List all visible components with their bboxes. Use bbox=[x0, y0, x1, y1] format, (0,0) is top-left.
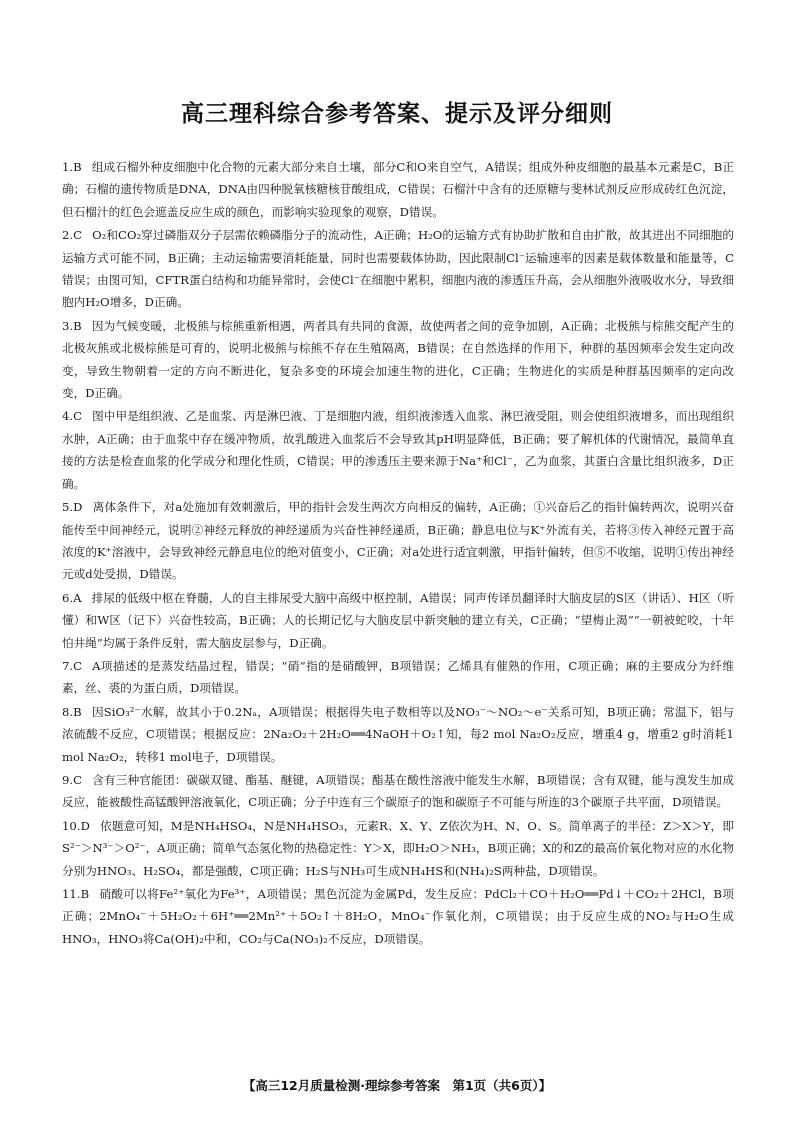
item-explanation: 依题意可知，M是NH₄HSO₄，N是NH₄HSO₃，元素R、X、Y、Z依次为H、N、O、S。简单离子的半径：Z＞X＞Y，即S²⁻＞N³⁻＞O²⁻，A项正确；简单气态氢化物的热稳定性：Y＞X，即H₂O＞NH₃，B项正确；X的和Z的最高价氧化物对应的水化物分别为HNO₃、H₂SO₄，都是强酸，C项正确；H₂S与NH₃可生成NH₄HS和(NH₄)₂S两种盐，D项错误。 bbox=[62, 818, 734, 878]
item-explanation: 排尿的低级中枢在脊髓，人的自主排尿受大脑中高级中枢控制，A错误；同声传译员翻译时大脑皮层的S区（讲话）、H区（听懂）和W区（记下）兴奋性较高，B正确；人的长期记忆与大脑皮层中新突触的建立有关，C正确；“望梅止渴”“一朝被蛇咬，十年怕井绳”均属于条件反射，需大脑皮层参与，D正确。 bbox=[62, 590, 734, 650]
answer-item bbox=[62, 587, 734, 654]
item-number: 3. bbox=[62, 318, 74, 333]
item-explanation: 离体条件下，对a处施加有效刺激后，甲的指针会发生两次方向相反的偏转，A正确；①兴奋后乙的指针偏转两次，说明兴奋能传至中间神经元，说明②神经元释放的神经递质为兴奋性神经递质，B正确；静息电位与K⁺外流有关，若将③传入神经元置于高浓度的K⁺溶液中，会导致神经元静息电位的绝对值变小，C正确；对a处进行适宜刺激，甲指针偏转，但⑤不收缩，说明①传出神经元或d处受损，D错误。 bbox=[62, 500, 734, 582]
item-answer: B bbox=[73, 160, 82, 174]
answer-item bbox=[62, 224, 734, 314]
item-explanation: 组成石榴外种皮细胞中化合物的元素大部分来自土壤，部分C和O来自空气，A错误；组成外种皮细胞的最基本元素是C，B正确；石榴的遗传物质是DNA，DNA由四种脱氧核糖核苷酸组成，C错误；石榴汁中含有的还原糖与斐林试剂反应形成砖红色沉淀，但石榴汁的红色会遮盖反应生成的颜色，而影响实验现象的观察，D错误。 bbox=[62, 160, 734, 219]
item-number: 10. bbox=[62, 818, 81, 833]
item-number: 6. bbox=[62, 590, 74, 605]
item-number: 5. bbox=[62, 500, 74, 515]
item-explanation: 因为气候变暖，北极熊与棕熊重新相遇，两者具有共同的食源，故使两者之间的竞争加剧，A正确；北极熊与棕熊交配产生的北极灰熊或北极棕熊是可育的，说明北极熊与棕熊不存在生殖隔离，B错误；在自然选择的作用下，种群的基因频率会发生定向改变，导致生物朝着一定的方向不断进化，复杂多变的环境会加速生物的进化，C正确；生物进化的实质是种群基因频率的定向改变，D正确。 bbox=[62, 318, 734, 401]
answer-item bbox=[62, 405, 734, 495]
item-answer: D bbox=[73, 500, 83, 515]
answer-item bbox=[62, 655, 734, 700]
answer-item bbox=[62, 815, 734, 882]
answer-item bbox=[62, 315, 734, 405]
item-explanation: 图中甲是组织液、乙是血浆、丙是淋巴液、丁是细胞内液，组织液渗透入血浆、淋巴液受阻，则会使组织液增多，而出现组织水肿，A正确；由于血浆中存在缓冲物质，故乳酸进入血浆后不会导致其pH明显降低，B正确；要了解机体的代谢情况，最简单直接的方法是检查血浆的化学成分和理化性质，C错误；甲的渗透压主要来源于Na⁺和Cl⁻，乙为血浆，其蛋白含量比组织液多，D正确。 bbox=[62, 409, 734, 491]
item-answer: C bbox=[73, 409, 83, 424]
item-answer: D bbox=[80, 818, 90, 833]
item-number: 9. bbox=[62, 772, 74, 787]
item-answer: C bbox=[73, 228, 83, 243]
item-explanation: A项描述的是蒸发结晶过程，错误；“硝”指的是硝酸钾，B项错误；乙烯具有催熟的作用，C项正确；麻的主要成分为纤维素，丝、裘的为蛋白质，D项错误。 bbox=[62, 658, 734, 696]
item-answer: C bbox=[73, 772, 83, 787]
item-number: 8. bbox=[62, 704, 74, 719]
item-number: 7. bbox=[62, 658, 74, 673]
answer-item bbox=[62, 496, 734, 586]
item-number: 4. bbox=[62, 409, 74, 424]
item-number: 11. bbox=[62, 887, 81, 901]
answer-list bbox=[62, 156, 734, 951]
answer-item bbox=[62, 883, 734, 950]
item-answer: B bbox=[73, 704, 82, 719]
item-answer: B bbox=[73, 318, 82, 333]
item-number: 2. bbox=[62, 228, 74, 243]
item-answer: A bbox=[73, 590, 82, 605]
page-title: 高三理科综合参考答案、提示及评分细则 bbox=[181, 101, 613, 127]
item-answer: C bbox=[73, 658, 83, 673]
item-number: 1. bbox=[62, 160, 74, 174]
item-answer: B bbox=[80, 887, 90, 901]
item-explanation: 硝酸可以将Fe²⁺氧化为Fe³⁺，A项错误；黑色沉淀为金属Pd，发生反应：PdCl₂＋CO＋H₂O══Pd↓＋CO₂＋2HCl，B项正确；2MnO₄⁻＋5H₂O₂＋6H⁺══2Mn²⁺＋5O₂↑＋8H₂O，MnO₄⁻作氧化剂，C项错误；由于反应生成的NO₂与H₂O生成HNO₃，HNO₃将Ca(OH)₂中和，CO₂与Ca(NO₃)₂不反应，D项错误。 bbox=[62, 887, 734, 946]
answer-item bbox=[62, 701, 734, 768]
item-explanation: O₂和CO₂穿过磷脂双分子层需依赖磷脂分子的流动性，A正确；H₂O的运输方式有协助扩散和自由扩散，故其进出不同细胞的运输方式可能不同，B正确；主动运输需要消耗能量，同时也需要载体协助，因此限制Cl⁻运输速率的因素是载体数量和能量等，C错误；由图可知，CFTR蛋白结构和功能异常时，会使Cl⁻在细胞中累积，细胞内液的渗透压升高，会从细胞外液吸收水分，导致细胞内H₂O增多，D正确。 bbox=[62, 228, 734, 310]
answer-item bbox=[62, 156, 734, 223]
page-footer: 【高三12月质量检测·理综参考答案 第1页（共6页）】 bbox=[242, 1078, 552, 1093]
answer-item bbox=[62, 769, 734, 814]
item-explanation: 含有三种官能团：碳碳双键、酯基、醚键，A项错误；酯基在酸性溶液中能发生水解，B项错误；含有双键，能与溴发生加成反应，能被酸性高锰酸钾溶液氧化，C项正确；分子中连有三个碳原子的饱和碳原子不可能与所连的3个碳原子共平面，D项错误。 bbox=[62, 772, 734, 810]
item-explanation: 因SiO₃²⁻水解，故其小于0.2Nₐ，A项错误；根据得失电子数相等以及NO₃⁻～NO₂～e⁻关系可知，B项正确；常温下，铝与浓硫酸不反应，C项错误；根据反应：2Na₂O₂＋2H₂O══4NaOH＋O₂↑知，每2 mol Na₂O₂反应，增重4 g，增重2 g时消耗1 mol Na₂O₂，转移1 mol电子，D项错误。 bbox=[62, 704, 734, 764]
